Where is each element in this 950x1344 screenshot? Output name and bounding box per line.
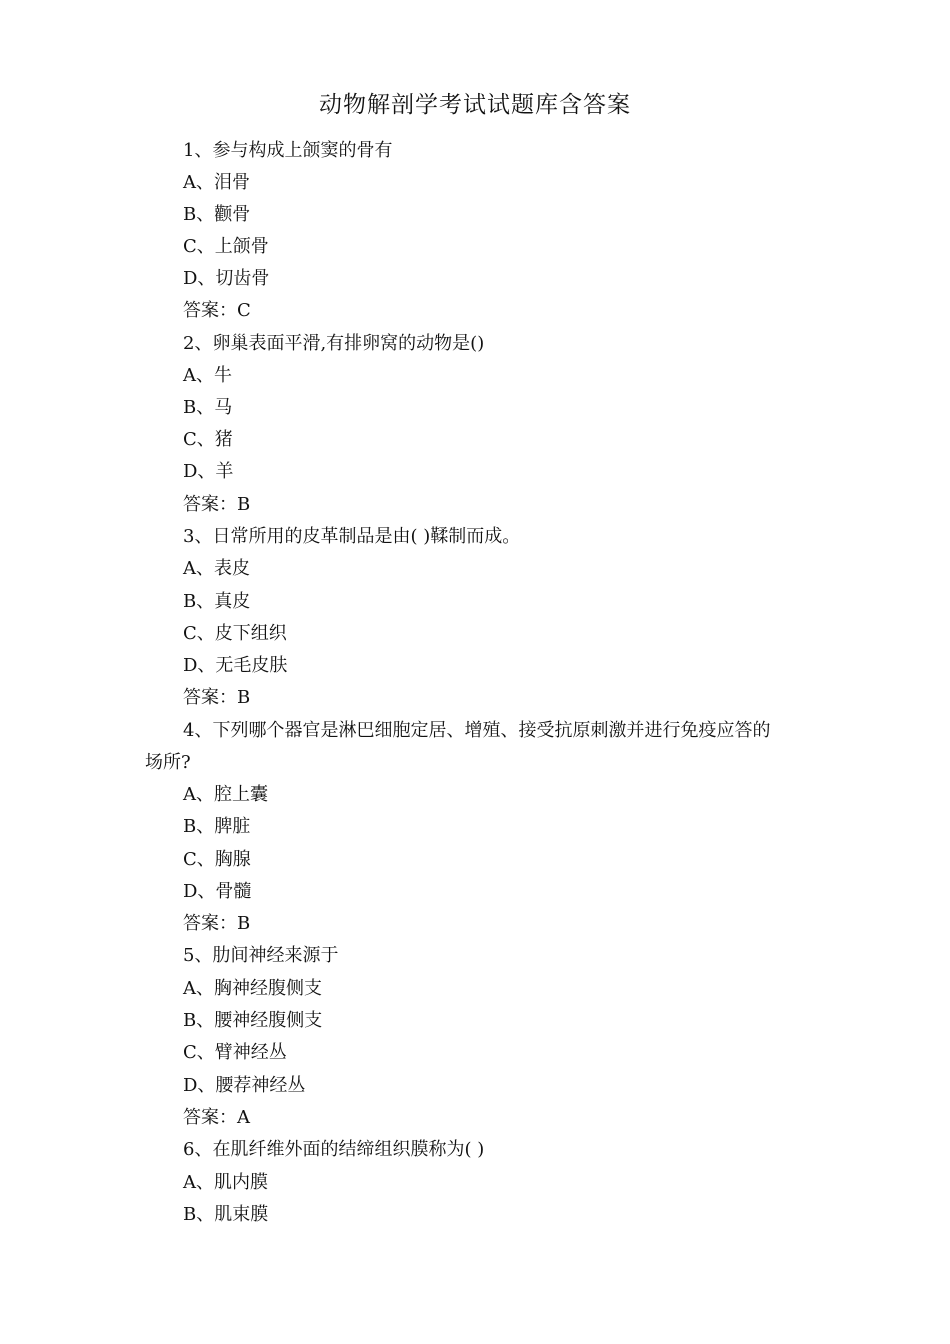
question-4-option-d: D、骨髓 xyxy=(183,881,252,902)
question-2-stem: 2、卵巢表面平滑,有排卵窝的动物是() xyxy=(183,333,485,354)
question-5-option-d: D、腰荐神经丛 xyxy=(183,1075,306,1096)
question-2-option-c: C、猪 xyxy=(183,429,233,450)
question-2-option-d: D、羊 xyxy=(183,461,234,482)
question-5-option-b: B、腰神经腹侧支 xyxy=(183,1010,323,1031)
question-5-option-c: C、臂神经丛 xyxy=(183,1042,287,1063)
question-5-option-a: A、胸神经腹侧支 xyxy=(183,978,322,999)
question-4-answer: 答案：B xyxy=(183,913,251,934)
page-title: 动物解剖学考试试题库含答案 xyxy=(319,92,631,118)
question-3-option-a: A、表皮 xyxy=(183,558,250,579)
question-3-answer: 答案：B xyxy=(183,687,251,708)
question-4-stem-continuation: 场所? xyxy=(145,752,191,773)
question-4-option-b: B、脾脏 xyxy=(183,816,251,837)
question-3-option-d: D、无毛皮肤 xyxy=(183,655,288,676)
question-1-stem: 1、参与构成上颌窦的骨有 xyxy=(183,140,393,161)
question-3-stem: 3、日常所用的皮革制品是由( )鞣制而成。 xyxy=(183,526,521,547)
question-2-option-b: B、马 xyxy=(183,397,233,418)
question-6-stem: 6、在肌纤维外面的结缔组织膜称为( ) xyxy=(183,1139,485,1160)
question-4-option-a: A、腔上囊 xyxy=(183,784,268,805)
question-1-option-c: C、上颌骨 xyxy=(183,236,269,257)
question-1-option-a: A、泪骨 xyxy=(183,172,250,193)
question-2-answer: 答案：B xyxy=(183,494,251,515)
question-5-stem: 5、肋间神经来源于 xyxy=(183,945,339,966)
question-3-option-b: B、真皮 xyxy=(183,591,251,612)
question-4-option-c: C、胸腺 xyxy=(183,849,251,870)
question-6-option-b: B、肌束膜 xyxy=(183,1204,269,1225)
question-1-option-d: D、切齿骨 xyxy=(183,268,270,289)
question-2-option-a: A、牛 xyxy=(183,365,232,386)
question-3-option-c: C、皮下组织 xyxy=(183,623,287,644)
question-1-option-b: B、颧骨 xyxy=(183,204,251,225)
question-6-option-a: A、肌内膜 xyxy=(183,1172,268,1193)
question-1-answer: 答案：C xyxy=(183,300,251,321)
question-4-stem: 4、下列哪个器官是淋巴细胞定居、增殖、接受抗原刺激并进行免疫应答的 xyxy=(183,720,771,741)
question-5-answer: 答案：A xyxy=(183,1107,250,1128)
